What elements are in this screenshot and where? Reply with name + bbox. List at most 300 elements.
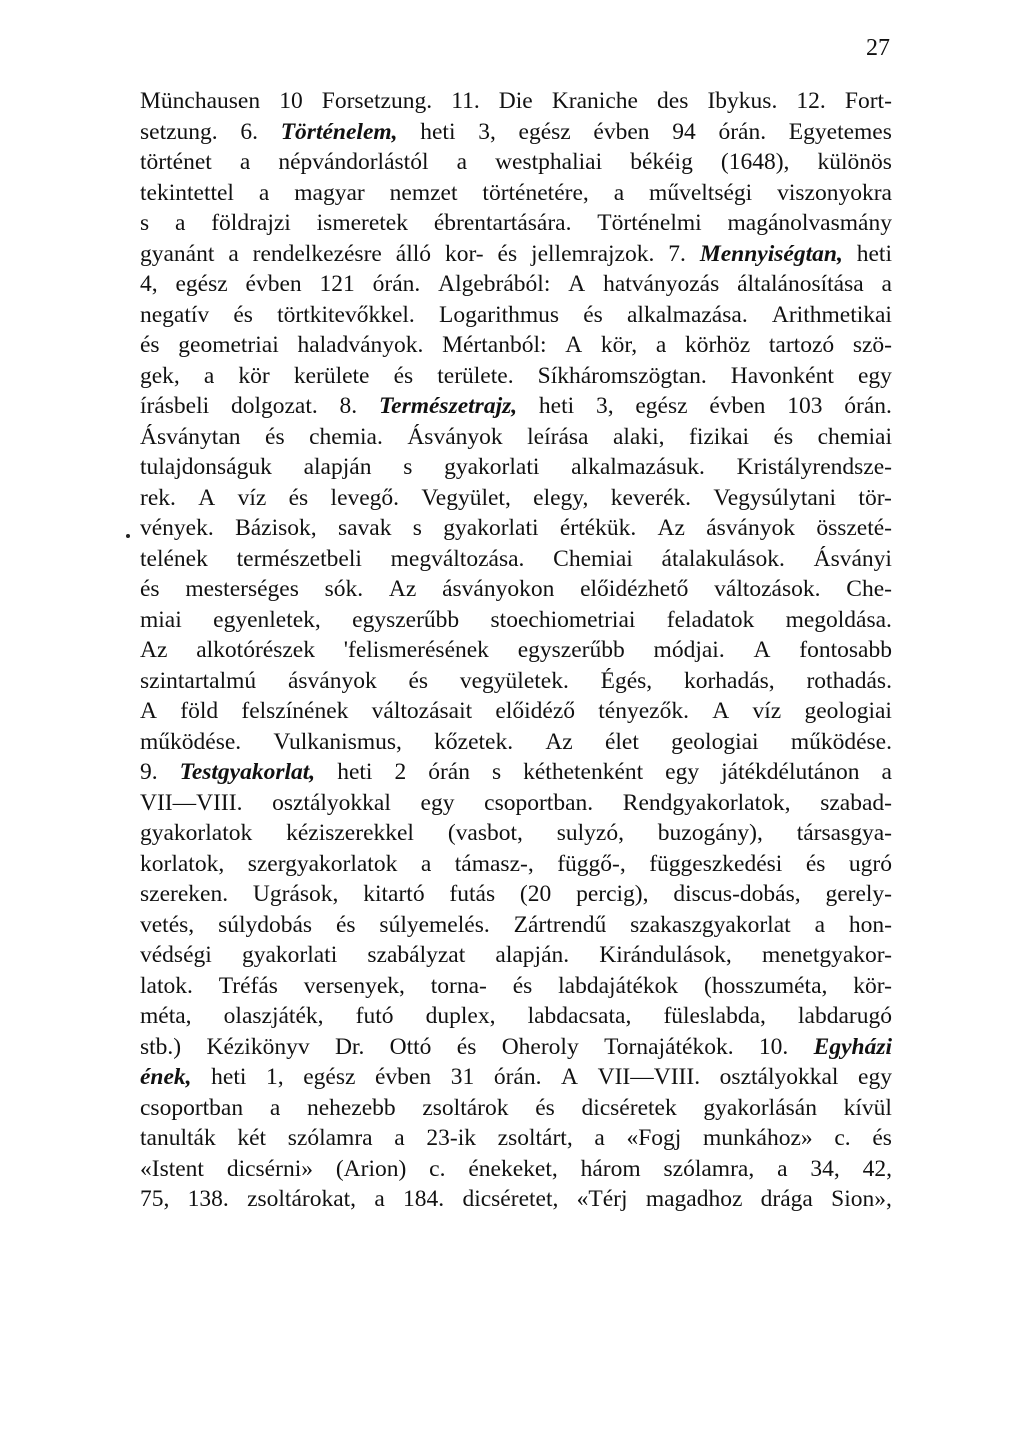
word: A — [565, 332, 583, 358]
word: Kraniche — [551, 88, 638, 114]
word: dicséretek — [581, 1094, 677, 1121]
word: egy — [420, 789, 455, 816]
text-line — [140, 605, 892, 636]
word: szabályzat — [367, 942, 466, 968]
word: «Térj — [576, 1186, 628, 1212]
word: A — [198, 484, 216, 511]
word: 3, — [595, 393, 614, 419]
italic-term: Történelem, — [280, 118, 398, 145]
italic-term: ének, — [140, 1064, 192, 1090]
word: műveltségi — [649, 179, 753, 206]
word: súlydobás — [218, 911, 313, 938]
word: vetés, — [140, 911, 195, 938]
word: Az — [657, 515, 685, 541]
word: jellemrajzok. — [531, 240, 655, 267]
text-line — [140, 452, 892, 483]
word: setzung. — [140, 118, 218, 145]
word: Ásványi — [813, 545, 892, 572]
text-line — [140, 727, 892, 758]
word: és — [872, 1125, 892, 1151]
word: (1648), — [720, 149, 790, 175]
word: kor- — [444, 240, 484, 267]
word: előidéző — [495, 698, 576, 724]
text-line — [140, 849, 892, 880]
word: labdacsata, — [527, 1003, 632, 1029]
word: Arithmetikai — [771, 301, 892, 328]
word: körhöz — [684, 332, 751, 358]
word: gerely- — [825, 881, 892, 907]
word: A — [140, 698, 157, 724]
word: Zártrendű — [513, 911, 607, 938]
word: magadhoz — [645, 1186, 743, 1212]
word: szintartalmú — [140, 667, 257, 694]
word: heti — [538, 393, 575, 419]
word: s — [140, 210, 150, 236]
text-line — [140, 239, 892, 270]
word: labdarugó — [798, 1003, 892, 1029]
text-line — [140, 330, 892, 361]
word: föld — [180, 698, 219, 724]
word: versenyek, — [303, 972, 405, 999]
word: Kézikönyv — [206, 1033, 310, 1060]
text-line — [140, 391, 892, 422]
word: A — [753, 637, 771, 663]
word: és — [393, 362, 414, 389]
word: Égés, — [600, 667, 653, 694]
text-line — [140, 910, 892, 941]
word: c. — [834, 1125, 851, 1151]
word: kéthetenként — [523, 759, 644, 785]
word: álló — [395, 240, 432, 267]
word: 10. — [758, 1033, 789, 1060]
word: egy — [665, 759, 700, 785]
word: Oheroly — [501, 1033, 579, 1060]
word: Egyetemes — [788, 118, 892, 145]
word: egyszerűbb — [352, 606, 460, 633]
text-line — [140, 1093, 892, 1124]
word: és — [497, 240, 518, 267]
word: különös — [817, 149, 892, 175]
word: rothadás. — [806, 667, 892, 694]
word: Kristályrendsze- — [736, 454, 892, 480]
word: a — [655, 332, 667, 358]
word: dolgozat. — [230, 393, 318, 419]
text-line — [140, 696, 892, 727]
word: előidézhető — [580, 576, 689, 602]
word: énekeket, — [468, 1155, 558, 1182]
word: szakaszgyakorlat — [630, 911, 791, 938]
word: és — [408, 667, 429, 694]
word: Che- — [846, 576, 892, 602]
word: ismeretek — [316, 210, 408, 236]
word: tekintettel — [140, 179, 234, 206]
word: elegy, — [533, 484, 589, 511]
italic-term: Testgyakorlat, — [179, 759, 316, 785]
word: hatványozás — [603, 271, 720, 297]
word: vegyületek. — [459, 667, 569, 694]
word: történetére, — [482, 179, 589, 206]
word: kéziszerekkel — [286, 820, 414, 846]
word: szö- — [852, 332, 892, 358]
word: zsoltárt, — [497, 1125, 573, 1151]
word: a — [881, 271, 892, 297]
word: viszonyokra — [777, 179, 892, 206]
italic-term: Egyházi — [813, 1033, 892, 1060]
word: órán. — [372, 271, 421, 297]
word: stoechiometriai — [490, 606, 636, 633]
word: negatív — [140, 301, 210, 328]
word: órán. — [844, 393, 892, 419]
word: víz — [237, 484, 267, 511]
word: méta, — [140, 1003, 192, 1029]
word: futó — [355, 1003, 394, 1029]
word: c. — [429, 1155, 446, 1182]
word: savak — [337, 515, 392, 541]
word: a — [814, 911, 825, 938]
word: 'felismerésének — [343, 637, 489, 663]
word: s — [403, 454, 413, 480]
word: függő-, — [557, 850, 626, 877]
word: területe. — [437, 362, 514, 389]
word: 11. — [451, 88, 480, 114]
word: működése. — [140, 728, 242, 755]
word: a — [881, 759, 892, 785]
word: a — [456, 149, 467, 175]
word: des — [657, 88, 689, 114]
word: egy — [857, 362, 892, 389]
word: 9. — [140, 759, 158, 785]
word: szabad- — [820, 789, 892, 816]
word: egész — [303, 1064, 356, 1090]
word: két — [237, 1125, 267, 1151]
word: és — [140, 332, 160, 358]
word: 6. — [240, 118, 258, 145]
word: a — [613, 179, 625, 206]
word: a — [239, 149, 251, 175]
word: kör, — [600, 332, 638, 358]
page-number: 27 — [866, 35, 890, 61]
text-line — [140, 635, 892, 666]
text-line — [140, 513, 892, 544]
word: alkotórészek — [196, 637, 315, 663]
word: rek. — [140, 484, 176, 511]
word: fontosabb — [799, 637, 892, 663]
word: «Fogj — [626, 1125, 682, 1151]
text-line — [140, 300, 892, 331]
word: alaki, — [612, 423, 665, 450]
word: és — [512, 972, 533, 999]
word: ugró — [848, 850, 892, 877]
text-line — [140, 879, 892, 910]
word: vények. — [140, 515, 214, 541]
word: VII—VIII. — [597, 1064, 701, 1090]
word: a — [374, 1186, 385, 1212]
word: geologiai — [671, 728, 759, 755]
word: szólamra, — [663, 1155, 755, 1182]
word: levegő. — [330, 484, 400, 511]
word: csoportban. — [484, 789, 594, 816]
word: (vasbot, — [447, 820, 523, 846]
word: kör- — [853, 972, 892, 999]
word: változásait — [371, 698, 473, 724]
word: buzogány), — [657, 820, 763, 846]
word: 138. — [187, 1186, 229, 1212]
word: korlatok, — [140, 850, 225, 877]
word: alapján. — [495, 942, 570, 968]
word: a — [258, 179, 270, 206]
text-line — [140, 971, 892, 1002]
word: a — [777, 1155, 788, 1182]
word: VII—VIII. — [140, 789, 243, 816]
word: nemzet — [389, 179, 458, 206]
text-line — [140, 544, 892, 575]
word: heti — [337, 759, 373, 785]
word: és — [773, 423, 794, 450]
word: «Istent — [140, 1155, 204, 1182]
word: élet — [604, 728, 639, 755]
word: fizikai — [689, 423, 750, 450]
word: a — [228, 240, 239, 267]
text-line — [140, 86, 892, 117]
word: 184. — [403, 1186, 445, 1212]
word: gyakorlati — [443, 515, 539, 541]
italic-term: Mennyiségtan, — [699, 240, 843, 267]
word: nehezebb — [306, 1094, 396, 1121]
word: tartozó — [768, 332, 835, 358]
word: menetgyakor- — [761, 942, 892, 968]
word: 34, — [810, 1155, 840, 1182]
word: Forsetzung. — [321, 88, 433, 114]
word: történet — [140, 149, 212, 175]
word: szólamra — [287, 1125, 373, 1151]
word: alapján — [303, 454, 372, 480]
word: Bázisok, — [235, 515, 317, 541]
word: kerülete — [293, 362, 370, 389]
word: duplex, — [425, 1003, 496, 1029]
word: sók. — [324, 576, 364, 602]
word: mesterséges — [185, 576, 299, 602]
word: egész — [518, 118, 571, 145]
word: s — [491, 759, 502, 785]
word: kör — [238, 362, 270, 389]
word: egész — [635, 393, 688, 419]
word: Mértanból: — [442, 332, 547, 358]
word: megváltozása. — [390, 545, 525, 572]
word: s — [412, 515, 422, 541]
word: sulyzó, — [556, 820, 624, 846]
word: Ásványok — [407, 423, 503, 450]
word: geometriai — [178, 332, 279, 358]
word: és — [233, 301, 253, 328]
word: 3, — [478, 118, 496, 145]
text-line — [140, 757, 892, 788]
word: 23-ik — [426, 1125, 476, 1151]
word: a — [269, 1094, 281, 1121]
word: 103 — [787, 393, 823, 419]
word: működése. — [790, 728, 892, 755]
word: társasgya- — [796, 820, 892, 846]
text-line — [140, 574, 892, 605]
word: korhadás, — [683, 667, 775, 694]
text-line — [140, 1001, 892, 1032]
word: kőzetek. — [434, 728, 514, 755]
word: gyakorlatok — [140, 820, 253, 846]
word: a — [203, 362, 215, 389]
word: Vulkanismus, — [273, 728, 402, 755]
word: törtkitevőkkel. — [277, 301, 415, 328]
word: természetbeli — [236, 545, 362, 572]
word: egyszerűbb — [517, 637, 625, 663]
word: alkalmazásuk. — [571, 454, 705, 480]
word: geologiai — [804, 698, 892, 724]
word: írásbeli — [140, 393, 210, 419]
word: játékdélutánon — [721, 759, 860, 785]
word: védségi — [140, 942, 212, 968]
word: osztályokkal — [272, 789, 391, 816]
word: labdajátékok — [558, 972, 679, 999]
word: a — [420, 850, 432, 877]
word: Chemiai — [553, 545, 633, 572]
word: és — [265, 423, 285, 450]
word: gyakorlati — [444, 454, 540, 480]
text-line — [140, 269, 892, 300]
text-line — [140, 208, 892, 239]
word: és — [140, 576, 160, 602]
word: Vegyület, — [421, 484, 511, 511]
word: Sion», — [831, 1186, 892, 1212]
text-line — [140, 1032, 892, 1063]
word: Havonként — [730, 362, 834, 389]
word: gyakorlati — [241, 942, 338, 968]
word: Síkháromszögtan. — [537, 362, 707, 389]
word: évben — [593, 118, 650, 145]
word: függeszkedési — [649, 850, 783, 877]
word: egy — [858, 1064, 892, 1090]
word: és — [456, 1033, 477, 1060]
word: miai — [140, 606, 182, 633]
word: és — [335, 911, 356, 938]
word: támasz-, — [454, 850, 534, 877]
text-line — [140, 788, 892, 819]
word: ébrentartására. — [433, 210, 572, 236]
word: magánolvasmány — [727, 210, 892, 236]
word: ásványok — [287, 667, 377, 694]
word: zsoltárok — [422, 1094, 509, 1121]
word: 10 — [279, 88, 303, 114]
word: Ibykus. — [707, 88, 778, 114]
word: feladatok — [666, 606, 755, 633]
word: évben — [709, 393, 766, 419]
word: Kirándulások, — [599, 942, 732, 968]
word: 42, — [862, 1155, 892, 1182]
word: Ottó — [389, 1033, 432, 1060]
word: latok. — [140, 972, 193, 999]
text-line — [140, 361, 892, 392]
word: egész — [175, 271, 228, 297]
text-line — [140, 178, 892, 209]
word: torna- — [430, 972, 487, 999]
word: munkához» — [703, 1125, 813, 1151]
word: tanulták — [140, 1125, 216, 1151]
word: órán. — [493, 1064, 542, 1090]
word: ásványok — [706, 515, 795, 541]
word: zsoltárokat, — [247, 1186, 357, 1212]
margin-mark — [126, 534, 130, 538]
word: keverék. — [610, 484, 692, 511]
word: olaszjáték, — [223, 1003, 324, 1029]
word: westphaliai — [495, 149, 603, 175]
word: órán. — [718, 118, 767, 145]
word: Ásványtan — [140, 423, 241, 450]
word: dicsérni» — [226, 1155, 313, 1182]
word: változások. — [714, 576, 821, 602]
text-line — [140, 1062, 892, 1093]
word: felszínének — [241, 698, 349, 724]
text-line — [140, 147, 892, 178]
word: discus-dobás, — [673, 881, 801, 907]
word: heti — [211, 1064, 247, 1090]
word: súlyemelés. — [379, 911, 490, 938]
word: összeté- — [816, 515, 892, 541]
word: gyanánt — [140, 240, 215, 267]
word: stb.) — [140, 1033, 182, 1060]
word: (Arion) — [335, 1155, 407, 1182]
word: a — [174, 210, 186, 236]
word: hon- — [848, 911, 892, 938]
text-line — [140, 117, 892, 148]
word: drága — [760, 1186, 813, 1212]
word: három — [580, 1155, 641, 1182]
text-line — [140, 422, 892, 453]
word: (hosszuméta, — [704, 972, 828, 999]
word: a — [594, 1125, 605, 1151]
word: ásványokon — [442, 576, 555, 602]
word: 2 — [394, 759, 407, 785]
text-line — [140, 818, 892, 849]
word: futás — [449, 881, 496, 907]
word: füleslabda, — [663, 1003, 766, 1029]
word: Az — [140, 637, 168, 663]
word: általánosítása — [737, 271, 864, 297]
word: Az — [388, 576, 417, 602]
word: tör- — [858, 484, 892, 511]
word: és — [535, 1094, 555, 1121]
word: heti — [856, 240, 892, 267]
word: a — [394, 1125, 405, 1151]
italic-term: Természetrajz, — [378, 393, 518, 419]
word: évben — [375, 1064, 432, 1090]
text-line — [140, 940, 892, 971]
word: osztályokkal — [719, 1064, 839, 1090]
word: A — [568, 271, 586, 297]
word: 8. — [339, 393, 358, 419]
word: órán — [428, 759, 470, 785]
word: Az — [545, 728, 573, 755]
word: kívül — [843, 1094, 892, 1121]
text-line — [140, 1184, 892, 1215]
word: Algebrából: — [438, 271, 551, 297]
word: békéig — [630, 149, 693, 175]
word: chemia. — [309, 423, 383, 450]
word: heti — [420, 118, 456, 145]
text-line — [140, 1123, 892, 1154]
text-line — [140, 1154, 892, 1185]
word: évben — [245, 271, 302, 297]
word: átalakulások. — [661, 545, 785, 572]
word: 1, — [266, 1064, 284, 1090]
word: értékük. — [559, 515, 637, 541]
word: telének — [140, 545, 208, 572]
